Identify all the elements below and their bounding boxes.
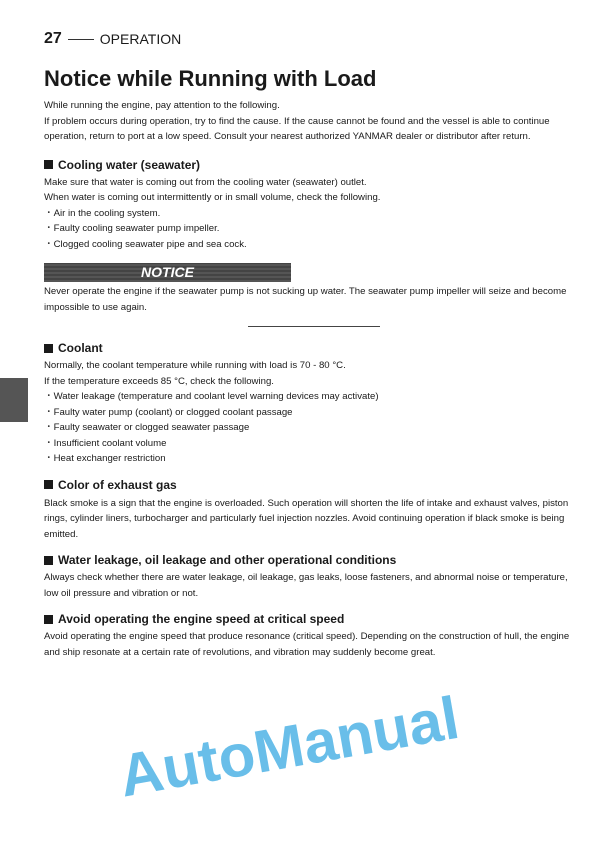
bullet-item: ・Faulty seawater or clogged seawater passage (44, 422, 250, 433)
heading-text: Avoid operating the engine speed at critical speed (58, 612, 345, 626)
critical-text: Avoid operating the engine speed that produce resonance (critical speed). Depending on the construction of hull, the engine and ship resonate at a certain rate of revolutions, and vibration may suddenly become great. (44, 631, 570, 658)
square-bullet-icon (44, 160, 53, 169)
heading-cooling-water (44, 157, 572, 173)
square-bullet-icon (44, 480, 53, 489)
exhaust-text: Black smoke is a sign that the engine is overloaded. Such operation will shorten the life of intake and exhaust valves, piston rings, cylinder liners, turbocharger and particularly fuel injection nozzles. Avoid continuing operation if black smoke is being emitted. (44, 497, 569, 540)
divider (248, 326, 380, 327)
square-bullet-icon (44, 344, 53, 353)
text-line: If the temperature exceeds 85 °C, check the following. (44, 375, 274, 387)
bullet-item: ・Insufficient coolant volume (44, 437, 167, 449)
text-line: Make sure that water is coming out from the cooling water (seawater) outlet. (44, 176, 367, 188)
coolant-section (44, 358, 572, 467)
bullet-item: ・Faulty cooling seawater pump impeller. (44, 223, 220, 234)
watermark: AutoManual (114, 683, 464, 810)
page-header (44, 29, 572, 49)
heading-leakage (44, 552, 572, 568)
heading-text: Cooling water (seawater) (58, 157, 201, 172)
notice-banner: NOTICE (44, 263, 291, 282)
text-line: Normally, the coolant temperature while running with load is 70 - 80 °C. (44, 360, 346, 371)
square-bullet-icon (44, 615, 53, 624)
intro-paragraph: If problem occurs during operation, try to find the cause. If the cause cannot be found and the vessel is able to continue operation, return to port at a low speed. Consult your nearest authorized YANMAR dealer or distributor after return. (44, 115, 550, 142)
heading-text: Coolant (58, 341, 103, 355)
heading-critical-speed (44, 611, 572, 627)
square-bullet-icon (44, 556, 53, 565)
header-dash (68, 39, 94, 40)
bullet-item: ・Faulty water pump (coolant) or clogged coolant passage (44, 406, 293, 418)
heading-text: Color of exhaust gas (58, 477, 177, 492)
section-name: OPERATION (99, 31, 182, 47)
heading-text: Water leakage, oil leakage and other operational conditions (58, 553, 397, 567)
leakage-text: Always check whether there are water leakage, oil leakage, gas leaks, loose fasteners, and abnormal noise or temperature, low oil pressure and vibration or not. (44, 572, 568, 599)
heading-coolant (44, 340, 572, 356)
bullet-item: ・Water leakage (temperature and coolant level warning devices may activate) (44, 391, 379, 402)
text-line: When water is coming out intermittently or in small volume, check the following. (44, 192, 381, 203)
bullet-item: ・Clogged cooling seawater pipe and sea cock. (44, 238, 247, 250)
cooling-section (44, 175, 572, 253)
heading-exhaust (44, 477, 572, 493)
bullet-item: ・Air in the cooling system. (44, 207, 161, 219)
intro (44, 98, 572, 145)
intro-line: While running the engine, pay attention to the following. (44, 100, 280, 111)
notice-text: Never operate the engine if the seawater pump is not sucking up water. The seawater pump impeller will seize and become impossible to use again. (44, 286, 567, 313)
bullet-item: ・Heat exchanger restriction (44, 453, 166, 464)
page-title: Notice while Running with Load (44, 66, 377, 91)
page-number: 27 (44, 30, 62, 47)
